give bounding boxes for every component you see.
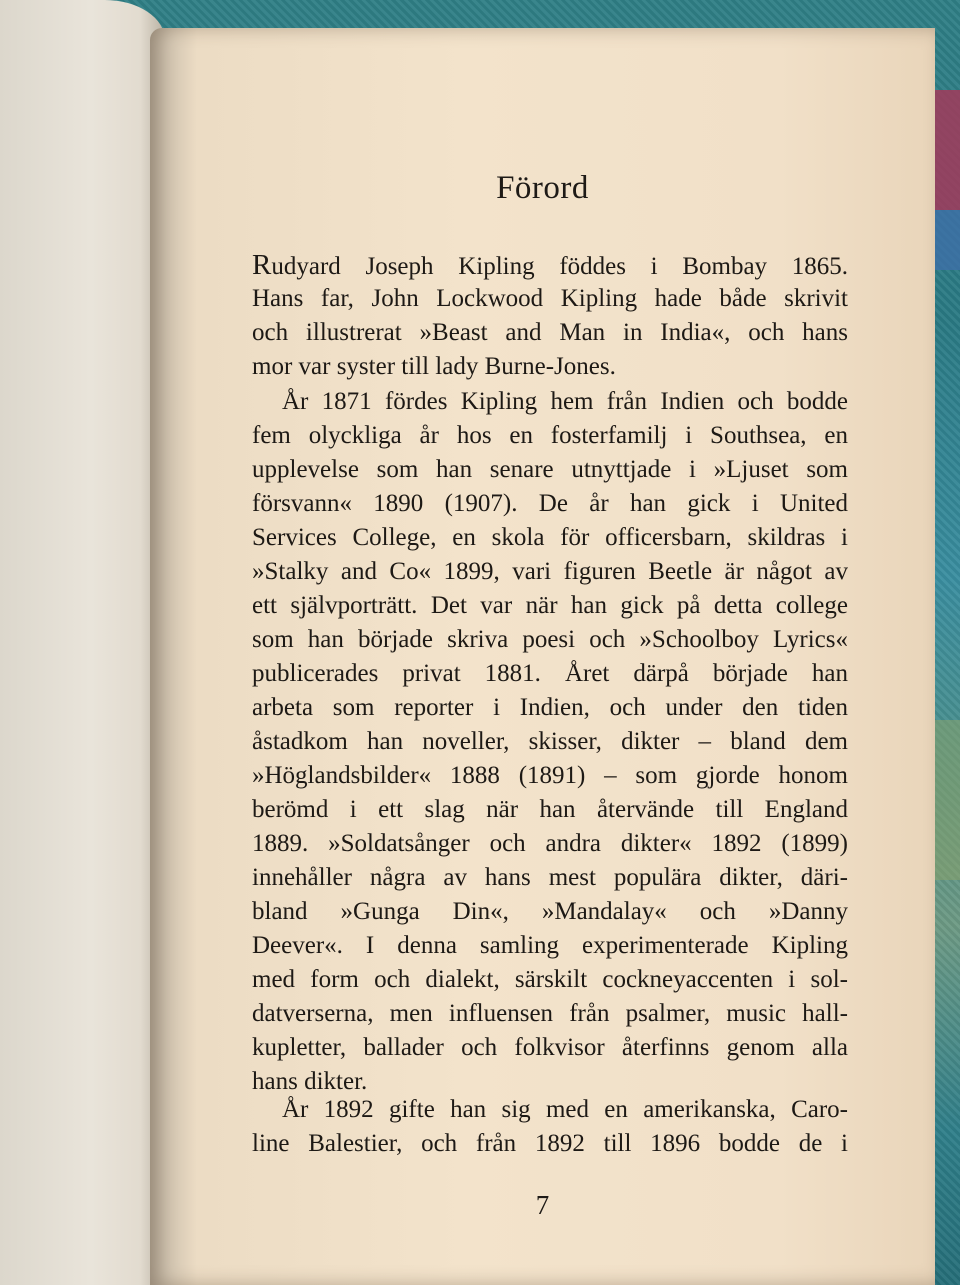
paragraph-3 [252,1093,848,1161]
text-line: line Balestier, och från 1892 till 1896 bodde de i [252,1130,848,1157]
text-line: kupletter, ballader och folkvisor återfinns genom alla [252,1034,848,1061]
text-line: »Höglandsbilder« 1888 (1891) – som gjorde honom [252,762,848,789]
text-line: »Stalky and Co« 1899, vari figuren Beetle är något av [252,558,848,585]
text-line: År 1892 gifte han sig med en amerikanska, Caro- [282,1096,848,1123]
text-line: som han började skriva poesi och »Schoolboy Lyrics« [252,626,848,653]
text-line: 1889. »Soldatsånger och andra dikter« 1892 (1899) [252,830,848,857]
text-line: och illustrerat »Beast and Man in India«, och hans [252,319,848,346]
text-line: arbeta som reporter i Indien, och under den tiden [252,694,848,721]
text-line: ett självporträtt. Det var när han gick på detta college [252,592,848,619]
text-line: åstadkom han noveller, skisser, dikter – bland dem [252,728,848,755]
paragraph-1 [252,248,848,384]
text-line: Deever«. I denna samling experimenterade Kipling [252,932,848,959]
text-line: innehåller några av hans mest populära dikter, däri- [252,864,848,891]
text-line: försvann« 1890 (1907). De år han gick i United [252,490,848,517]
left-page [0,0,165,1285]
text-line: berömd i ett slag när han återvände till England [252,796,848,823]
text-line: hans dikter. [252,1068,368,1095]
page-title: Förord [496,170,589,206]
text-line: publicerades privat 1881. Året därpå började han [252,660,848,687]
text-line: datverserna, men influensen från psalmer, music hall- [252,1000,848,1027]
page-number: 7 [535,1190,550,1220]
text-line: bland »Gunga Din«, »Mandalay« och »Danny [252,898,848,925]
paragraph-2 [252,385,848,1099]
text-line: Services College, en skola för officersbarn, skildras i [252,524,848,551]
text-line: upplevelse som han senare utnyttjade i »Ljuset som [252,456,848,483]
text-line: År 1871 fördes Kipling hem från Indien och bodde [282,388,848,415]
text-line: mor var syster till lady Burne-Jones. [252,353,616,380]
text-line: Rudyard Joseph Kipling föddes i Bombay 1865. [252,249,848,281]
text-line: med form och dialekt, särskilt cockneyaccenten i sol- [252,966,848,993]
text-line: Hans far, John Lockwood Kipling hade både skrivit [252,285,848,312]
text-line: fem olyckliga år hos en fosterfamilj i Southsea, en [252,422,848,449]
